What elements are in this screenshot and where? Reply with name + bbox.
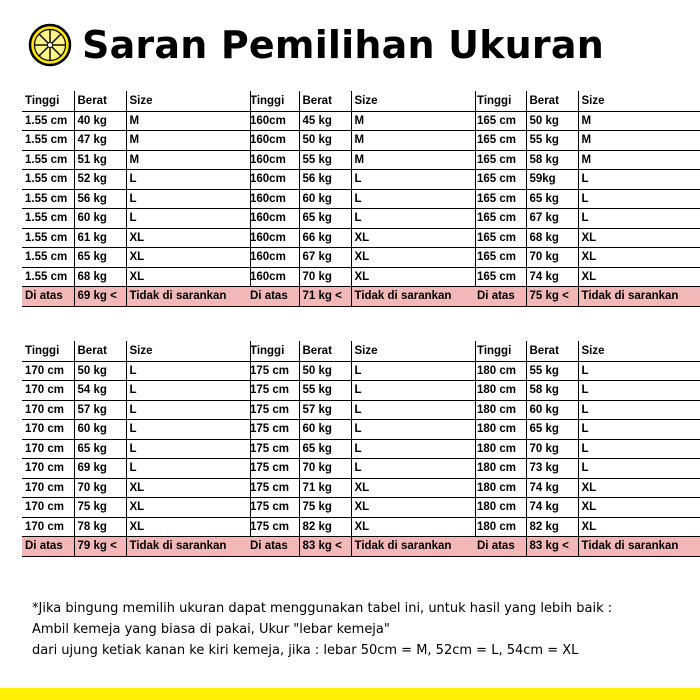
header-tinggi: Tinggi <box>22 341 74 361</box>
cell-berat: 50 kg <box>74 361 126 381</box>
cell-berat: 55 kg <box>299 150 351 170</box>
cell-size: L <box>351 189 475 209</box>
cell-tinggi: 160cm <box>247 170 299 190</box>
table-row <box>474 459 700 479</box>
cell-berat: 57 kg <box>299 400 351 420</box>
cell-size: M <box>126 131 250 151</box>
cell-size: L <box>578 400 700 420</box>
table-row <box>22 478 250 498</box>
size-table <box>247 91 476 307</box>
cell-tinggi: 175 cm <box>247 361 299 381</box>
cell-tinggi: 160cm <box>247 131 299 151</box>
footer-weight: 69 kg < <box>74 287 126 307</box>
cell-berat: 74 kg <box>526 498 578 518</box>
header-size: Size <box>351 91 475 111</box>
cell-berat: 50 kg <box>299 361 351 381</box>
footer-label: Di atas <box>247 287 299 307</box>
cell-size: L <box>126 420 250 440</box>
cell-tinggi: 170 cm <box>22 498 74 518</box>
table-row <box>247 248 475 268</box>
cell-tinggi: 170 cm <box>22 517 74 537</box>
table-footer-row <box>247 287 475 307</box>
bottom-accent-bar <box>0 688 700 700</box>
cell-berat: 65 kg <box>74 248 126 268</box>
footer-weight: 83 kg < <box>299 537 351 557</box>
cell-tinggi: 160cm <box>247 209 299 229</box>
cell-berat: 65 kg <box>526 189 578 209</box>
table-row <box>474 498 700 518</box>
table-row <box>247 400 475 420</box>
cell-size: L <box>578 381 700 401</box>
cell-size: M <box>126 111 250 131</box>
table-row <box>474 228 700 248</box>
footer-note: Tidak di sarankan <box>126 537 250 557</box>
cell-tinggi: 175 cm <box>247 420 299 440</box>
cell-tinggi: 1.55 cm <box>22 150 74 170</box>
footer-weight: 71 kg < <box>299 287 351 307</box>
cell-tinggi: 1.55 cm <box>22 228 74 248</box>
header-berat: Berat <box>74 91 126 111</box>
header-tinggi: Tinggi <box>474 341 526 361</box>
size-table <box>474 91 700 307</box>
cell-tinggi: 180 cm <box>474 420 526 440</box>
header-berat: Berat <box>74 341 126 361</box>
footer-weight: 75 kg < <box>526 287 578 307</box>
cell-berat: 66 kg <box>299 228 351 248</box>
table-header-row <box>247 91 475 111</box>
table-row <box>247 170 475 190</box>
header-berat: Berat <box>299 341 351 361</box>
cell-tinggi: 175 cm <box>247 478 299 498</box>
cell-tinggi: 175 cm <box>247 498 299 518</box>
cell-berat: 60 kg <box>526 400 578 420</box>
cell-size: XL <box>578 498 700 518</box>
lemon-slice-icon <box>28 23 72 67</box>
cell-size: L <box>126 170 250 190</box>
header-berat: Berat <box>299 91 351 111</box>
cell-size: L <box>126 381 250 401</box>
table-row <box>474 209 700 229</box>
header-size: Size <box>578 91 700 111</box>
cell-berat: 60 kg <box>299 420 351 440</box>
size-table <box>22 341 251 557</box>
cell-tinggi: 160cm <box>247 189 299 209</box>
cell-size: M <box>578 131 700 151</box>
cell-tinggi: 1.55 cm <box>22 111 74 131</box>
footer-weight: 79 kg < <box>74 537 126 557</box>
cell-berat: 75 kg <box>74 498 126 518</box>
table-row <box>247 478 475 498</box>
table-row <box>247 267 475 287</box>
cell-tinggi: 170 cm <box>22 420 74 440</box>
note-line-2: Ambil kemeja yang biasa di pakai, Ukur "lebar kemeja" <box>32 622 390 637</box>
table-row <box>22 170 250 190</box>
cell-size: L <box>578 189 700 209</box>
cell-size: M <box>126 150 250 170</box>
table-row <box>22 267 250 287</box>
cell-size: L <box>351 400 475 420</box>
header-size: Size <box>578 341 700 361</box>
footer-label: Di atas <box>22 537 74 557</box>
cell-berat: 68 kg <box>74 267 126 287</box>
cell-size: L <box>126 361 250 381</box>
cell-berat: 74 kg <box>526 267 578 287</box>
table-row <box>474 131 700 151</box>
table-header-row <box>474 91 700 111</box>
cell-tinggi: 165 cm <box>474 189 526 209</box>
cell-tinggi: 170 cm <box>22 361 74 381</box>
cell-size: L <box>126 400 250 420</box>
cell-tinggi: 170 cm <box>22 439 74 459</box>
table-row <box>474 170 700 190</box>
cell-tinggi: 175 cm <box>247 517 299 537</box>
cell-size: L <box>351 439 475 459</box>
cell-size: L <box>351 209 475 229</box>
header-size: Size <box>126 91 250 111</box>
cell-tinggi: 175 cm <box>247 459 299 479</box>
cell-berat: 70 kg <box>526 248 578 268</box>
cell-size: XL <box>578 228 700 248</box>
size-table <box>22 91 251 307</box>
table-row <box>474 478 700 498</box>
header <box>28 14 604 76</box>
cell-tinggi: 165 cm <box>474 228 526 248</box>
table-row <box>247 131 475 151</box>
cell-tinggi: 165 cm <box>474 267 526 287</box>
table-footer-row <box>247 537 475 557</box>
cell-tinggi: 1.55 cm <box>22 170 74 190</box>
table-row <box>474 111 700 131</box>
cell-tinggi: 175 cm <box>247 400 299 420</box>
cell-tinggi: 160cm <box>247 267 299 287</box>
cell-tinggi: 175 cm <box>247 439 299 459</box>
cell-berat: 47 kg <box>74 131 126 151</box>
cell-tinggi: 165 cm <box>474 209 526 229</box>
cell-size: L <box>351 170 475 190</box>
cell-tinggi: 160cm <box>247 248 299 268</box>
cell-tinggi: 165 cm <box>474 248 526 268</box>
table-row <box>474 420 700 440</box>
cell-berat: 75 kg <box>299 498 351 518</box>
cell-tinggi: 160cm <box>247 228 299 248</box>
table-header-row <box>22 91 250 111</box>
cell-tinggi: 1.55 cm <box>22 267 74 287</box>
cell-size: XL <box>126 248 250 268</box>
table-row <box>22 150 250 170</box>
header-berat: Berat <box>526 91 578 111</box>
size-table <box>474 341 700 557</box>
cell-size: XL <box>578 478 700 498</box>
cell-berat: 82 kg <box>299 517 351 537</box>
cell-berat: 67 kg <box>299 248 351 268</box>
cell-tinggi: 1.55 cm <box>22 189 74 209</box>
table-row <box>474 400 700 420</box>
cell-tinggi: 1.55 cm <box>22 248 74 268</box>
cell-berat: 51 kg <box>74 150 126 170</box>
table-row <box>22 361 250 381</box>
cell-size: M <box>578 150 700 170</box>
table-row <box>474 248 700 268</box>
cell-tinggi: 165 cm <box>474 111 526 131</box>
cell-berat: 59kg <box>526 170 578 190</box>
table-row <box>474 150 700 170</box>
table-row <box>247 209 475 229</box>
table-row <box>247 420 475 440</box>
cell-berat: 78 kg <box>74 517 126 537</box>
cell-berat: 45 kg <box>299 111 351 131</box>
cell-tinggi: 180 cm <box>474 400 526 420</box>
cell-size: L <box>578 420 700 440</box>
cell-berat: 68 kg <box>526 228 578 248</box>
cell-tinggi: 180 cm <box>474 459 526 479</box>
table-row <box>22 517 250 537</box>
header-tinggi: Tinggi <box>247 341 299 361</box>
table-row <box>247 517 475 537</box>
cell-size: XL <box>126 228 250 248</box>
cell-tinggi: 180 cm <box>474 361 526 381</box>
header-tinggi: Tinggi <box>474 91 526 111</box>
table-row <box>22 420 250 440</box>
cell-size: L <box>126 209 250 229</box>
table-row <box>247 228 475 248</box>
cell-berat: 65 kg <box>299 439 351 459</box>
cell-size: L <box>578 459 700 479</box>
cell-berat: 70 kg <box>74 478 126 498</box>
cell-berat: 65 kg <box>299 209 351 229</box>
header-size: Size <box>126 341 250 361</box>
page-title: Saran Pemilihan Ukuran <box>82 23 604 67</box>
table-row <box>22 381 250 401</box>
cell-tinggi: 180 cm <box>474 517 526 537</box>
table-row <box>247 150 475 170</box>
table-footer-row <box>22 537 250 557</box>
table-header-row <box>474 341 700 361</box>
table-row <box>247 459 475 479</box>
cell-tinggi: 160cm <box>247 150 299 170</box>
table-row <box>474 517 700 537</box>
cell-size: XL <box>578 517 700 537</box>
cell-size: M <box>351 131 475 151</box>
cell-berat: 69 kg <box>74 459 126 479</box>
table-header-row <box>247 341 475 361</box>
header-tinggi: Tinggi <box>247 91 299 111</box>
cell-tinggi: 180 cm <box>474 498 526 518</box>
footer-note: Tidak di sarankan <box>351 537 475 557</box>
cell-berat: 56 kg <box>299 170 351 190</box>
cell-size: L <box>126 189 250 209</box>
cell-berat: 60 kg <box>299 189 351 209</box>
cell-berat: 52 kg <box>74 170 126 190</box>
cell-size: XL <box>351 478 475 498</box>
footer-note: Tidak di sarankan <box>578 537 700 557</box>
table-row <box>22 189 250 209</box>
cell-size: XL <box>351 498 475 518</box>
cell-berat: 73 kg <box>526 459 578 479</box>
table-row <box>474 189 700 209</box>
cell-berat: 82 kg <box>526 517 578 537</box>
table-row <box>247 189 475 209</box>
cell-berat: 71 kg <box>299 478 351 498</box>
table-row <box>474 361 700 381</box>
footer-weight: 83 kg < <box>526 537 578 557</box>
table-row <box>22 111 250 131</box>
header-size: Size <box>351 341 475 361</box>
table-row <box>474 381 700 401</box>
table-row <box>22 439 250 459</box>
table-row <box>22 400 250 420</box>
cell-tinggi: 170 cm <box>22 459 74 479</box>
cell-berat: 67 kg <box>526 209 578 229</box>
note-line-3: dari ujung ketiak kanan ke kiri kemeja, jika : lebar 50cm = M, 52cm = L, 54cm = XL <box>32 643 579 658</box>
cell-berat: 60 kg <box>74 209 126 229</box>
cell-size: L <box>351 420 475 440</box>
cell-size: L <box>351 459 475 479</box>
cell-size: XL <box>126 267 250 287</box>
cell-size: L <box>578 209 700 229</box>
table-footer-row <box>474 287 700 307</box>
cell-size: M <box>351 111 475 131</box>
cell-size: L <box>126 459 250 479</box>
table-row <box>474 439 700 459</box>
footer-label: Di atas <box>474 287 526 307</box>
cell-berat: 65 kg <box>526 420 578 440</box>
cell-berat: 50 kg <box>299 131 351 151</box>
table-row <box>474 267 700 287</box>
header-tinggi: Tinggi <box>22 91 74 111</box>
cell-size: L <box>578 170 700 190</box>
cell-size: M <box>578 111 700 131</box>
footer-note: Tidak di sarankan <box>351 287 475 307</box>
table-row <box>22 131 250 151</box>
cell-berat: 54 kg <box>74 381 126 401</box>
header-berat: Berat <box>526 341 578 361</box>
cell-size: L <box>351 361 475 381</box>
cell-tinggi: 180 cm <box>474 439 526 459</box>
cell-size: XL <box>351 228 475 248</box>
table-footer-row <box>474 537 700 557</box>
footer-label: Di atas <box>474 537 526 557</box>
cell-berat: 56 kg <box>74 189 126 209</box>
table-footer-row <box>22 287 250 307</box>
cell-tinggi: 165 cm <box>474 150 526 170</box>
table-row <box>22 498 250 518</box>
cell-berat: 58 kg <box>526 381 578 401</box>
cell-berat: 65 kg <box>74 439 126 459</box>
cell-size: L <box>578 439 700 459</box>
cell-size: XL <box>578 248 700 268</box>
cell-berat: 60 kg <box>74 420 126 440</box>
cell-tinggi: 175 cm <box>247 381 299 401</box>
cell-size: L <box>351 381 475 401</box>
cell-berat: 50 kg <box>526 111 578 131</box>
table-row <box>247 111 475 131</box>
cell-size: XL <box>126 498 250 518</box>
cell-tinggi: 165 cm <box>474 170 526 190</box>
cell-tinggi: 170 cm <box>22 400 74 420</box>
cell-berat: 58 kg <box>526 150 578 170</box>
footer-note: Tidak di sarankan <box>126 287 250 307</box>
cell-berat: 74 kg <box>526 478 578 498</box>
cell-tinggi: 1.55 cm <box>22 131 74 151</box>
cell-size: XL <box>126 478 250 498</box>
cell-size: M <box>351 150 475 170</box>
cell-berat: 70 kg <box>526 439 578 459</box>
cell-berat: 40 kg <box>74 111 126 131</box>
table-row <box>247 439 475 459</box>
table-header-row <box>22 341 250 361</box>
cell-size: L <box>126 439 250 459</box>
cell-berat: 70 kg <box>299 459 351 479</box>
footer-label: Di atas <box>247 537 299 557</box>
cell-size: XL <box>126 517 250 537</box>
cell-size: XL <box>578 267 700 287</box>
cell-berat: 55 kg <box>526 131 578 151</box>
cell-size: XL <box>351 517 475 537</box>
cell-tinggi: 180 cm <box>474 381 526 401</box>
table-row <box>247 361 475 381</box>
table-row <box>22 228 250 248</box>
cell-tinggi: 170 cm <box>22 478 74 498</box>
footer-label: Di atas <box>22 287 74 307</box>
table-row <box>247 381 475 401</box>
size-table <box>247 341 476 557</box>
table-row <box>247 498 475 518</box>
cell-tinggi: 165 cm <box>474 131 526 151</box>
cell-tinggi: 1.55 cm <box>22 209 74 229</box>
cell-size: XL <box>351 248 475 268</box>
cell-berat: 55 kg <box>299 381 351 401</box>
note-line-1: *Jika bingung memilih ukuran dapat menggunakan tabel ini, untuk hasil yang lebih baik : <box>32 601 613 616</box>
footer-note: Tidak di sarankan <box>578 287 700 307</box>
cell-size: XL <box>351 267 475 287</box>
cell-tinggi: 180 cm <box>474 478 526 498</box>
table-row <box>22 248 250 268</box>
size-note <box>32 598 692 661</box>
table-row <box>22 459 250 479</box>
cell-tinggi: 160cm <box>247 111 299 131</box>
cell-berat: 57 kg <box>74 400 126 420</box>
cell-berat: 61 kg <box>74 228 126 248</box>
cell-tinggi: 170 cm <box>22 381 74 401</box>
cell-size: L <box>578 361 700 381</box>
cell-berat: 55 kg <box>526 361 578 381</box>
table-row <box>22 209 250 229</box>
cell-berat: 70 kg <box>299 267 351 287</box>
